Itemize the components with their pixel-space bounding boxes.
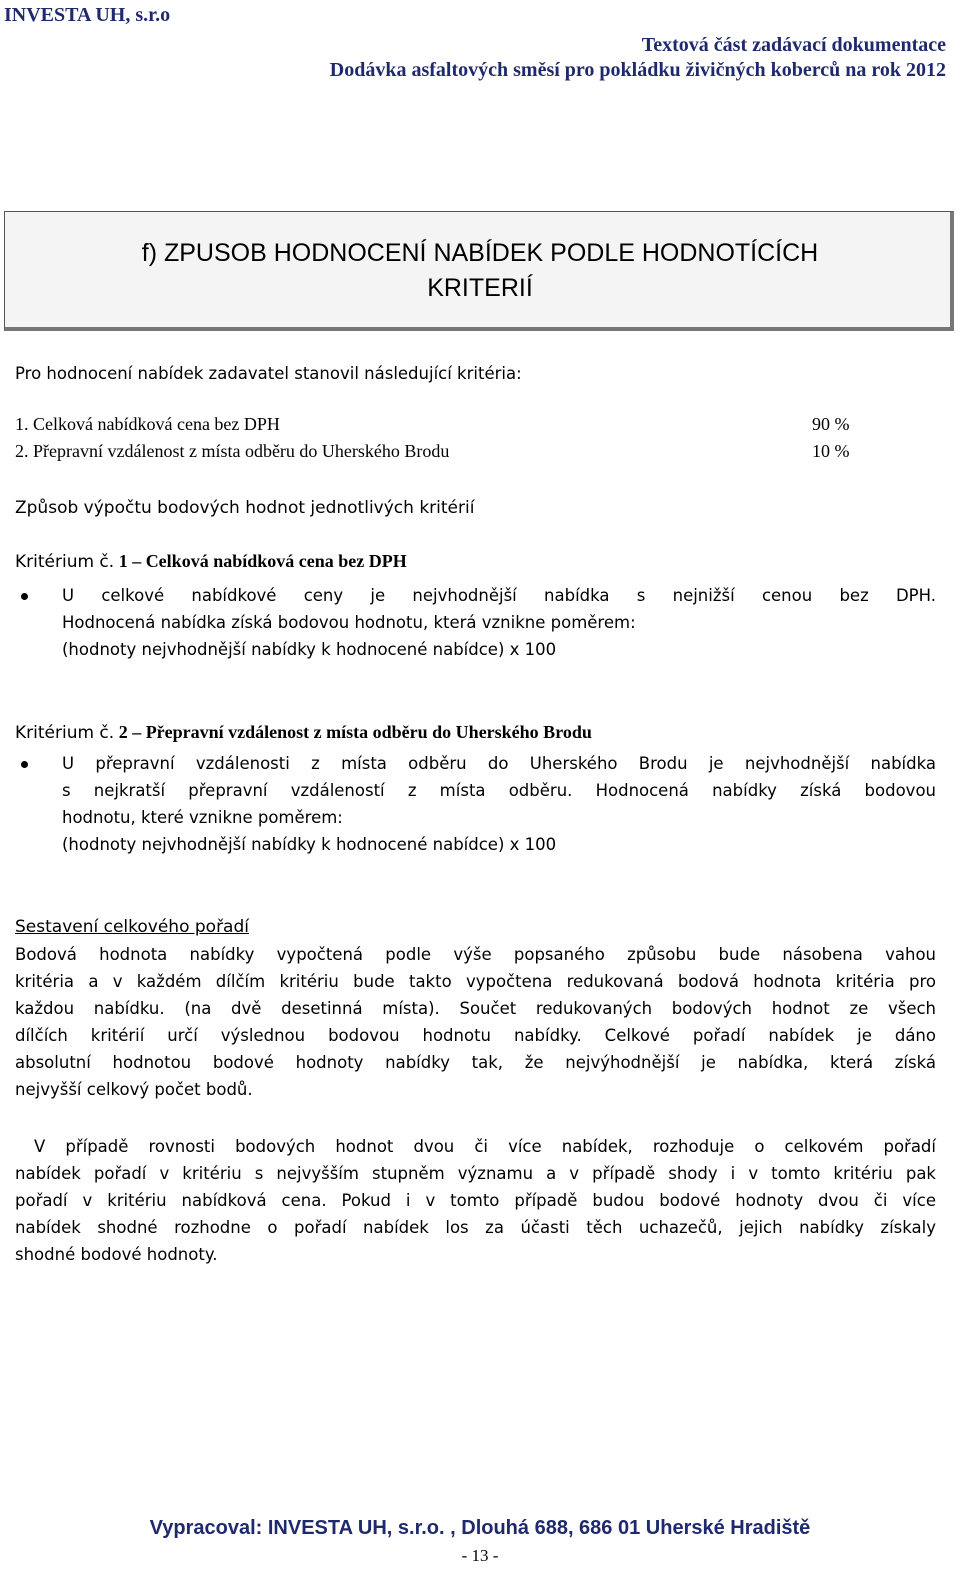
- ranking-p2-line: nabídek pořadí v kritériu s nejvyšším stupněm významu a v případě shody i v tomto kritériu pak: [15, 1164, 936, 1183]
- criterion-1-line3: (hodnoty nejvhodnější nabídky k hodnocené nabídce) x 100: [62, 640, 557, 659]
- ranking-p1-line: kritéria a v každém dílčím kritériu bude takto vypočtena redukovaná bodová hodnota kritéria pro: [15, 972, 936, 991]
- criterion-weight-1: 90 %: [812, 414, 850, 434]
- criterion-2-prefix: Kritérium č.: [15, 723, 115, 743]
- ranking-heading: Sestavení celkového pořadí: [15, 917, 249, 937]
- ranking-p1-line: nejvyšší celkový počet bodů.: [15, 1080, 253, 1099]
- footer-prepared-by: Vypracoval: INVESTA UH, s.r.o. , Dlouhá 688, 686 01 Uherské Hradiště: [149, 1517, 811, 1539]
- ranking-p1-line: Bodová hodnota nabídky vypočtená podle výše popsaného způsobu bude násobena vahou: [15, 945, 936, 964]
- ranking-p2-line: V případě rovnosti bodových hodnot dvou či více nabídek, rozhoduje o celkovém pořadí: [34, 1137, 936, 1156]
- document-title: Textová část zadávací dokumentace: [641, 34, 946, 56]
- intro-text: Pro hodnocení nabídek zadavatel stanovil následující kritéria:: [15, 364, 522, 383]
- ranking-p2-line: shodné bodové hodnoty.: [15, 1245, 218, 1264]
- criterion-1-heading: [15, 548, 407, 576]
- method-heading: Způsob výpočtu bodových hodnot jednotlivých kritérií: [15, 498, 475, 518]
- bullet-icon: [21, 593, 28, 600]
- ranking-p1-line: dílčích kritérií určí výslednou bodovou hodnotu nabídky. Celkové pořadí nabídek je dáno: [15, 1026, 936, 1045]
- bullet-icon: [21, 761, 28, 768]
- document-subtitle: Dodávka asfaltových směsí pro pokládku živičných koberců na rok 2012: [329, 59, 946, 81]
- ranking-p2-line: nabídek shodné rozhodne o pořadí nabídek los za účasti těch uchazečů, jejich nabídky získaly: [15, 1218, 936, 1237]
- criterion-2-line4: (hodnoty nejvhodnější nabídky k hodnocené nabídce) x 100: [62, 835, 557, 854]
- section-title-line1: f) ZPUSOB HODNOCENÍ NABÍDEK PODLE HODNOTÍCÍCH: [141, 239, 819, 267]
- criterion-weight-2: 10 %: [812, 441, 850, 461]
- criterion-2-heading: [15, 719, 592, 747]
- ranking-p1-line: absolutní hodnotou bodové hodnoty nabídky tak, že nejvýhodnější je nabídka, která získá: [15, 1053, 936, 1072]
- criterion-1-prefix: Kritérium č.: [15, 552, 115, 572]
- criterion-2-line2: s nejkratší přepravní vzdáleností z místa odběru. Hodnocená nabídky získá bodovou: [62, 781, 936, 800]
- ranking-p1-line: každou nabídku. (na dvě desetinná místa). Součet redukovaných bodových hodnot ze všech: [15, 999, 936, 1018]
- section-title: [60, 236, 900, 306]
- section-title-line2: KRITERIÍ: [427, 274, 533, 302]
- page-number: - 13 -: [461, 1546, 499, 1565]
- criterion-1-line2: Hodnocená nabídka získá bodovou hodnotu, která vznikne poměrem:: [62, 613, 636, 632]
- company-name: INVESTA UH, s.r.o: [4, 4, 171, 26]
- criterion-list-item-1: 1. Celková nabídková cena bez DPH: [15, 414, 280, 434]
- criterion-list-item-2: 2. Přepravní vzdálenost z místa odběru do Uherského Brodu: [15, 441, 450, 461]
- criterion-2-line1: U přepravní vzdálenosti z místa odběru do Uherského Brodu je nejvhodnější nabídka: [62, 754, 936, 773]
- criterion-1-line1: U celkové nabídkové ceny je nejvhodnější nabídka s nejnižší cenou bez DPH.: [62, 586, 936, 605]
- criterion-2-title: 2 – Přepravní vzdálenost z místa odběru do Uherského Brodu: [114, 722, 592, 742]
- criterion-2-line3: hodnotu, které vznikne poměrem:: [62, 808, 343, 827]
- ranking-p2-line: pořadí v kritériu nabídková cena. Pokud i v tomto případě budou bodové hodnoty dvou či více: [15, 1191, 936, 1210]
- criterion-1-title: 1 – Celková nabídková cena bez DPH: [114, 551, 407, 571]
